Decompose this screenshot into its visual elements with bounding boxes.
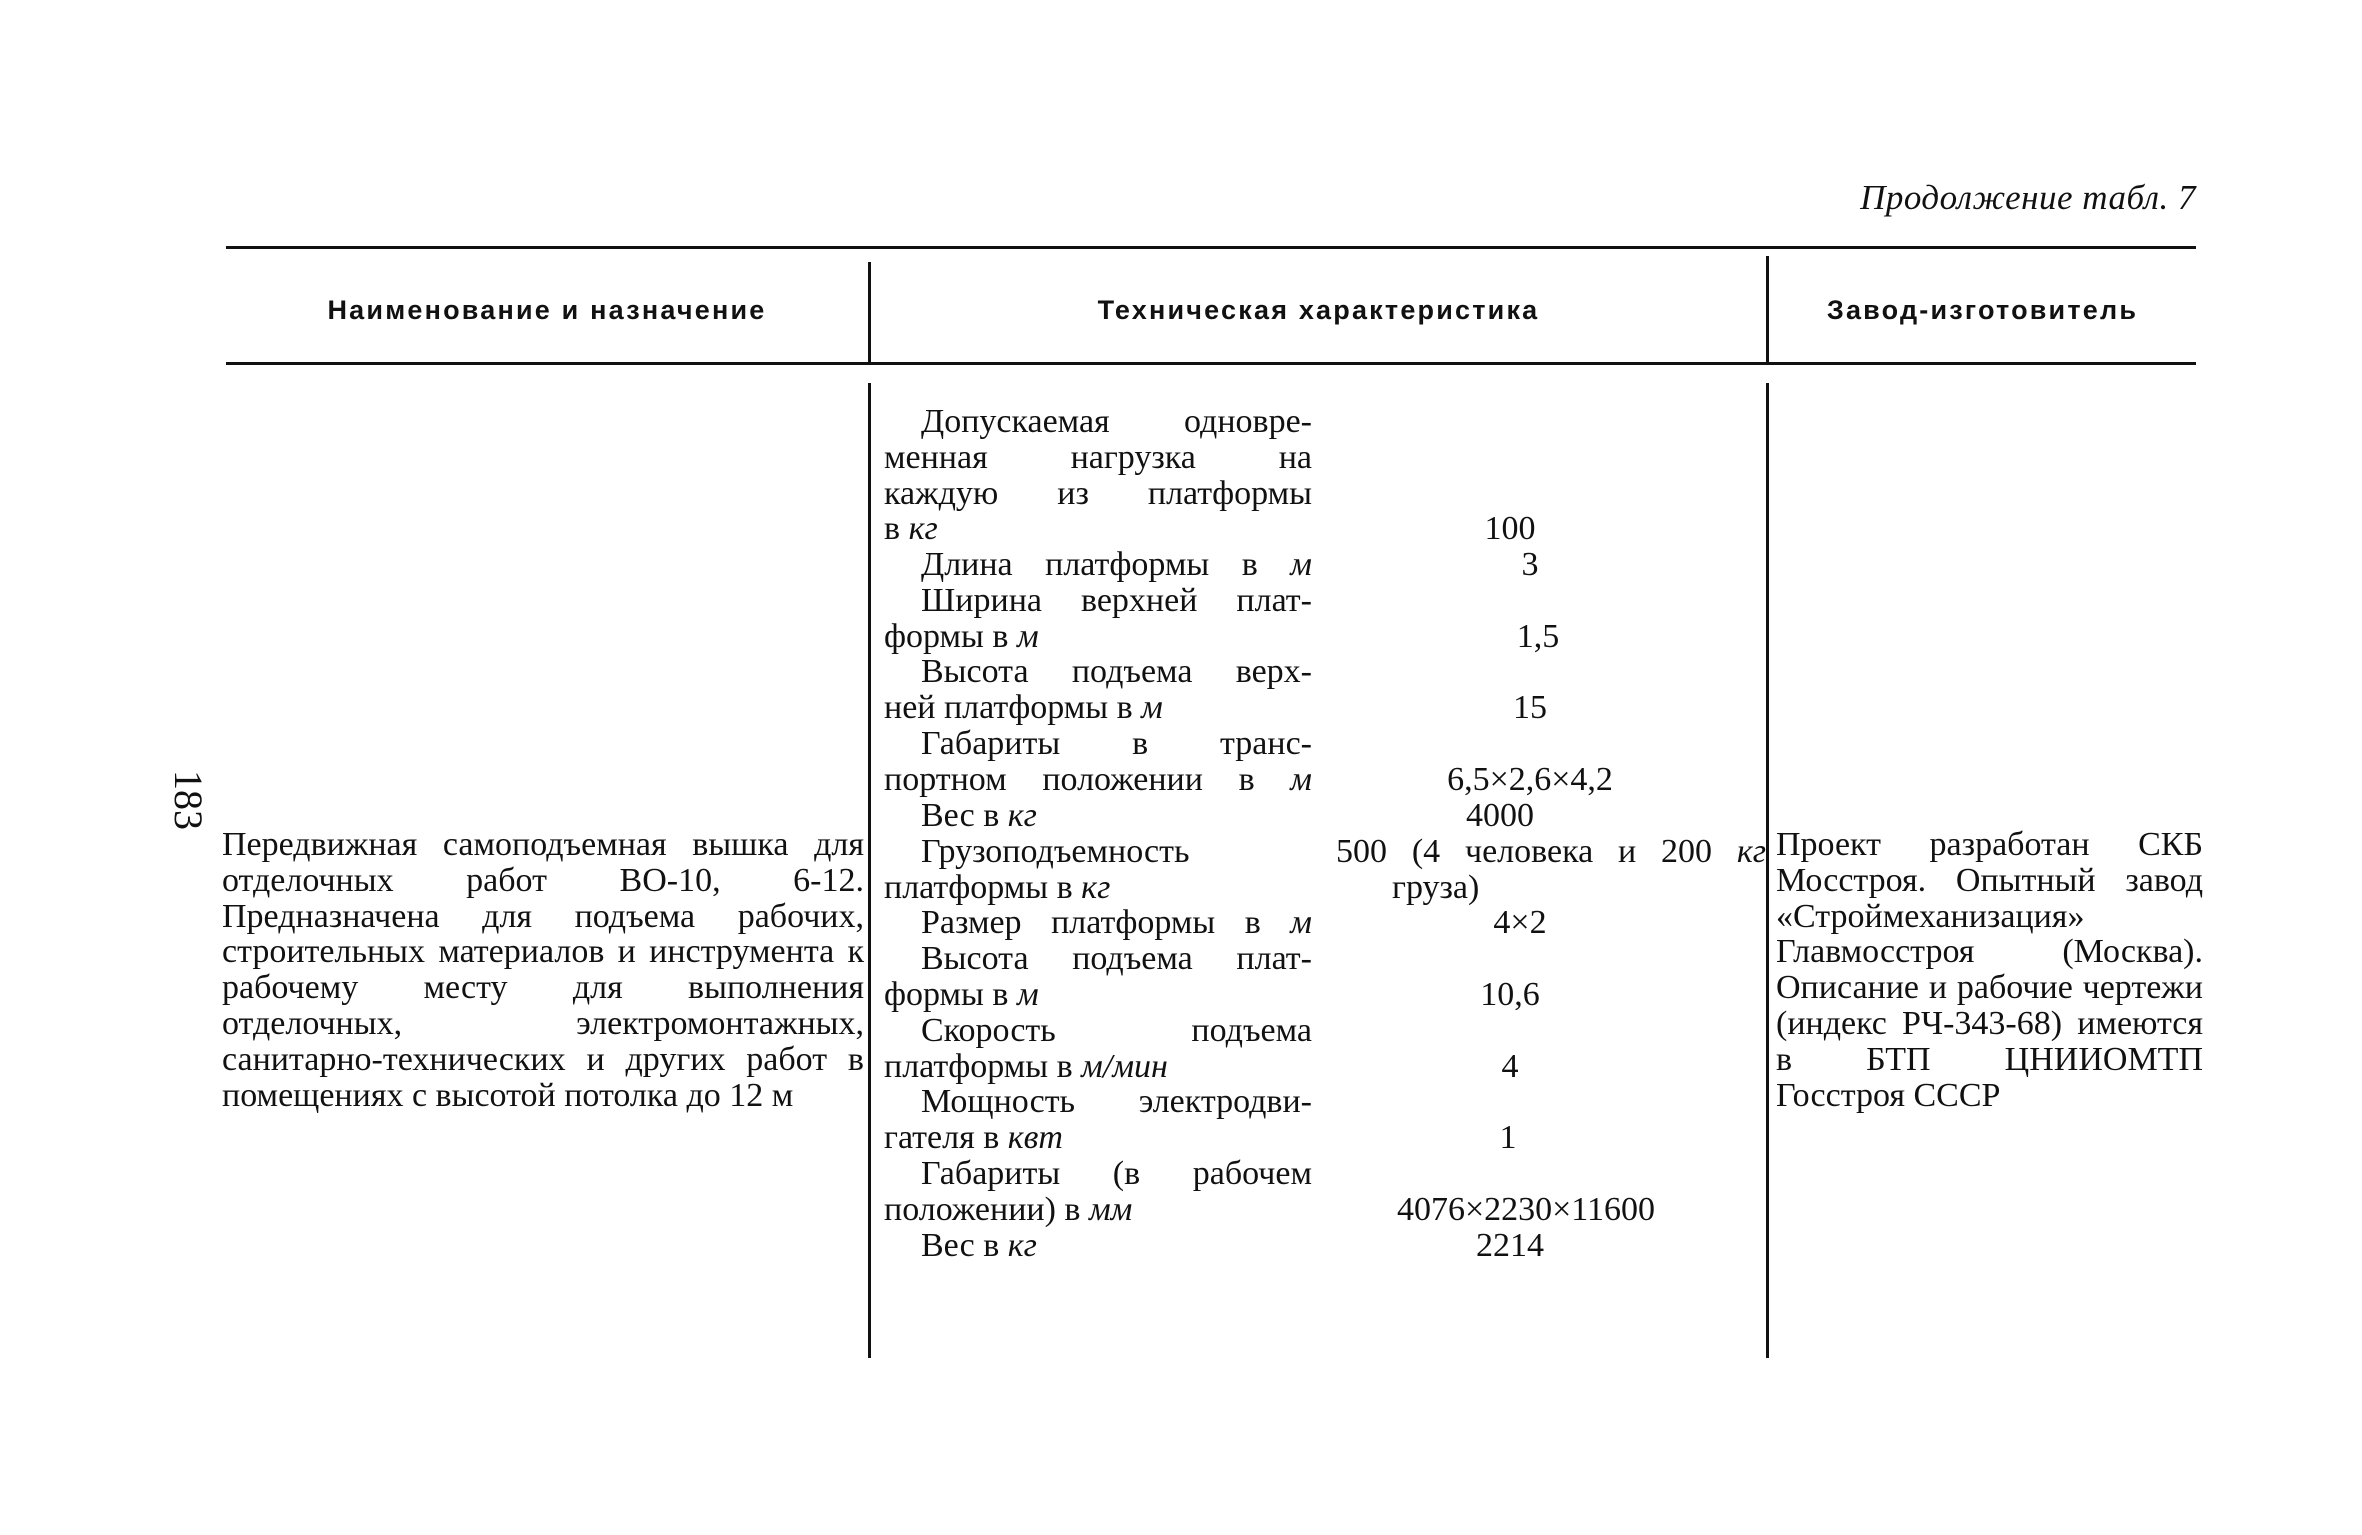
header-technical-spec: Техническая характеристика — [1097, 295, 1540, 325]
spec-name-4: Габариты в транс- портном положении в м — [884, 725, 1312, 798]
spec-name-3: Высота подъема верх- ней платформы в м — [884, 653, 1312, 726]
spec-value-4: 6,5×2,6×4,2 — [1447, 761, 1613, 798]
spec-value-3: 15 — [1513, 689, 1547, 726]
table-top-rule — [226, 246, 2196, 249]
table-caption: Продолжение табл. 7 — [1860, 178, 2196, 217]
spec-value-11: 4076×2230×11600 — [1396, 1191, 1656, 1228]
spec-value-8: 10,6 — [1480, 976, 1540, 1013]
column-divider-1 — [868, 383, 871, 1358]
spec-value-6: 500 (4 человека и 200 кг груза) — [1336, 833, 1766, 906]
spec-name-0: Допускаемая одновре- менная нагрузка на каждую из платформы в кг — [884, 403, 1312, 548]
column-divider-2 — [1766, 383, 1769, 1358]
spec-name-2: Ширина верхней плат- формы в м — [884, 582, 1312, 655]
spec-value-2: 1,5 — [1516, 618, 1560, 655]
spec-name-5: Вес в кг — [921, 797, 1037, 834]
spec-value-0: 100 — [1484, 510, 1536, 547]
spec-name-10: Мощность электродви- гателя в квт — [884, 1083, 1312, 1156]
spec-value-1: 3 — [1521, 546, 1539, 583]
item-description: Передвижная самоподъемная вышка для отделочных работ ВО-10, 6-12. Предназначена для подъема рабочих, строительных материалов и инструмента к рабочему месту для выполнения отделочных, электромонтажных, санитарно-технических и других работ в помещениях с высотой потолка до 12 м — [222, 826, 864, 1114]
spec-name-11: Габариты (в рабочем положении) в мм — [884, 1155, 1312, 1228]
manufacturer-text: Проект разработан СКБ Мосстроя. Опытный завод «Строймеханизация» Главмосстроя (Москва). Описание и рабочие чертежи (индекс РЧ-343-68) имеются в БТП ЦНИИОМТП Госстроя СССР — [1776, 826, 2203, 1114]
header-bottom-rule — [226, 362, 2196, 365]
spec-name-6: Грузоподъемность платформы в кг — [884, 833, 1190, 906]
spec-value-10: 1 — [1499, 1119, 1517, 1156]
header-manufacturer: Завод-изготовитель — [1826, 295, 2139, 325]
spec-value-5: 4000 — [1466, 797, 1534, 834]
page-number: 183 — [166, 770, 211, 830]
spec-name-1: Длина платформы в м — [921, 546, 1312, 583]
spec-name-9: Скорость подъема платформы в м/мин — [884, 1012, 1312, 1085]
spec-name-12: Вес в кг — [921, 1227, 1037, 1264]
header-name-purpose: Наименование и назначение — [327, 295, 767, 325]
spec-name-8: Высота подъема плат- формы в м — [884, 940, 1312, 1013]
spec-value-12: 2214 — [1476, 1227, 1544, 1264]
spec-value-7: 4×2 — [1493, 904, 1547, 941]
spec-value-9: 4 — [1501, 1048, 1519, 1085]
spec-name-7: Размер платформы в м — [921, 904, 1312, 941]
